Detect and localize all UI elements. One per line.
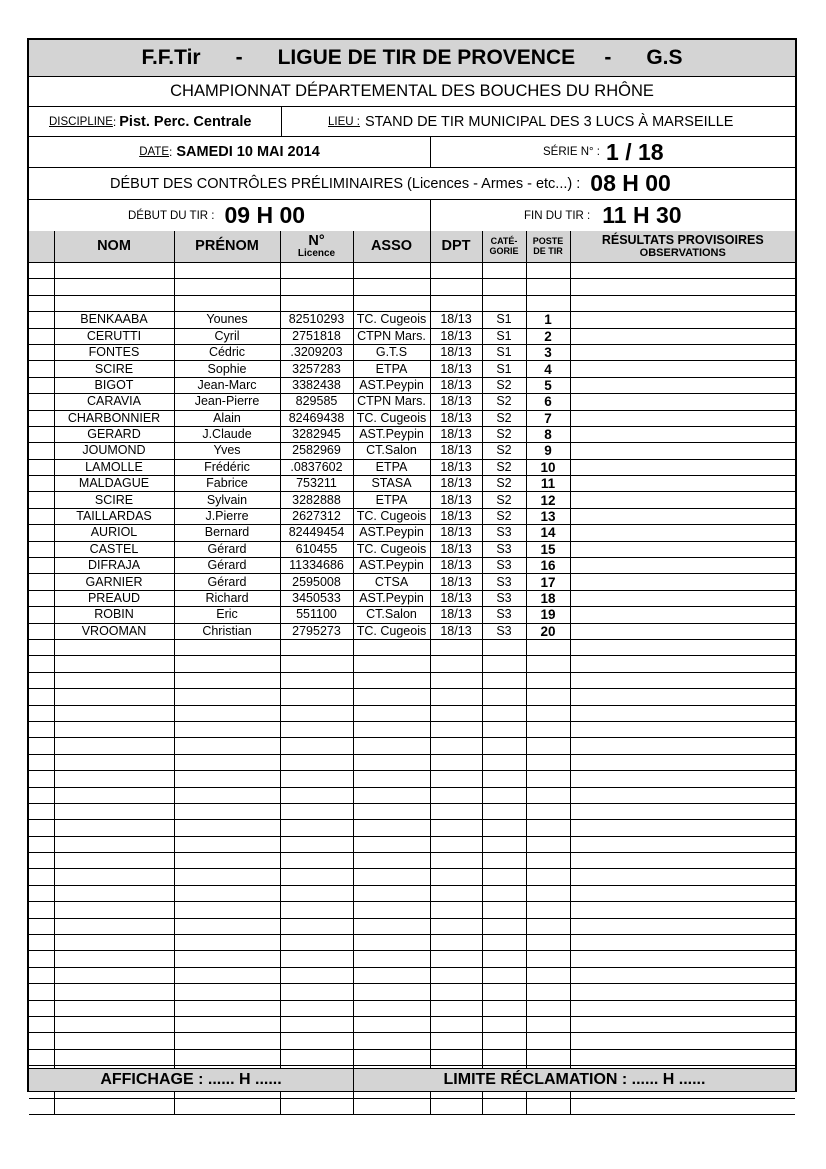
cell-poste: 15 <box>526 541 570 557</box>
lieu-value: STAND DE TIR MUNICIPAL DES 3 LUCS À MARSEILLE <box>364 113 734 130</box>
cell-licence: 551100 <box>280 607 353 623</box>
cell-asso: ETPA <box>353 459 430 475</box>
table-row <box>29 459 795 475</box>
cell-licence: 82469438 <box>280 410 353 426</box>
cell-dpt: 18/13 <box>430 590 482 606</box>
cell-dpt: 18/13 <box>430 426 482 442</box>
sheet-title: F.F.Tir - LIGUE DE TIR DE PROVENCE - G.S <box>29 40 795 77</box>
cell-prenom: Fabrice <box>174 476 280 492</box>
fin-tir-value: 11 H 30 <box>602 202 682 228</box>
table-row <box>29 787 795 803</box>
cell-nom: TAILLARDAS <box>54 508 174 524</box>
table-row <box>29 361 795 377</box>
table-row <box>29 885 795 901</box>
cell-dpt: 18/13 <box>430 607 482 623</box>
table-row <box>29 836 795 852</box>
cell-asso: ETPA <box>353 361 430 377</box>
cell-licence: 829585 <box>280 394 353 410</box>
cell-asso: AST.Peypin <box>353 590 430 606</box>
cell-dpt: 18/13 <box>430 574 482 590</box>
cell-nom: CASTEL <box>54 541 174 557</box>
cell-nom: GARNIER <box>54 574 174 590</box>
cell-poste: 3 <box>526 344 570 360</box>
cell-cat: S3 <box>482 525 526 541</box>
table-row <box>29 918 795 934</box>
cell-nom: PREAUD <box>54 590 174 606</box>
cell-nom: LAMOLLE <box>54 459 174 475</box>
cell-dpt: 18/13 <box>430 377 482 393</box>
cell-dpt: 18/13 <box>430 328 482 344</box>
table-row <box>29 558 795 574</box>
cell-prenom: Frédéric <box>174 459 280 475</box>
table-row <box>29 508 795 524</box>
cell-dpt: 18/13 <box>430 525 482 541</box>
cell-licence: 3282888 <box>280 492 353 508</box>
controles-label: DÉBUT DES CONTRÔLES PRÉLIMINAIRES (Licences - Armes - etc...) : <box>110 175 581 192</box>
cell-dpt: 18/13 <box>430 492 482 508</box>
cell-nom: ROBIN <box>54 607 174 623</box>
cell-poste: 6 <box>526 394 570 410</box>
cell-prenom: Gérard <box>174 574 280 590</box>
cell-cat: S2 <box>482 459 526 475</box>
cell-cat: S2 <box>482 443 526 459</box>
controles-value: 08 H 00 <box>590 170 671 196</box>
discipline-value: Pist. Perc. Centrale <box>119 113 252 130</box>
table-row <box>29 623 795 639</box>
cell-licence: 11334686 <box>280 558 353 574</box>
league-label: LIGUE DE TIR DE PROVENCE <box>277 46 576 69</box>
table-row <box>29 820 795 836</box>
cell-poste: 16 <box>526 558 570 574</box>
table-row <box>29 492 795 508</box>
table-row <box>29 525 795 541</box>
cell-cat: S3 <box>482 607 526 623</box>
table-row <box>29 771 795 787</box>
cell-nom: MALDAGUE <box>54 476 174 492</box>
table-row <box>29 639 795 655</box>
serie-value: 1 / 18 <box>606 138 664 165</box>
date-label: DATE <box>139 146 170 158</box>
cell-prenom: Yves <box>174 443 280 459</box>
cell-nom: DIFRAJA <box>54 558 174 574</box>
cell-licence: 82449454 <box>280 525 353 541</box>
cell-prenom: J.Pierre <box>174 508 280 524</box>
cell-cat: S2 <box>482 492 526 508</box>
cell-cat: S3 <box>482 574 526 590</box>
cell-prenom: Cyril <box>174 328 280 344</box>
cell-poste: 13 <box>526 508 570 524</box>
cell-dpt: 18/13 <box>430 541 482 557</box>
cell-cat: S2 <box>482 410 526 426</box>
cell-cat: S2 <box>482 476 526 492</box>
cell-asso: CT.Salon <box>353 607 430 623</box>
cell-poste: 11 <box>526 476 570 492</box>
cell-prenom: Alain <box>174 410 280 426</box>
table-row <box>29 1049 795 1065</box>
cell-nom: CARAVIA <box>54 394 174 410</box>
cell-dpt: 18/13 <box>430 361 482 377</box>
cell-dpt: 18/13 <box>430 312 482 328</box>
cell-cat: S2 <box>482 508 526 524</box>
cell-licence: 2627312 <box>280 508 353 524</box>
cell-nom: BENKAABA <box>54 312 174 328</box>
cell-cat: S2 <box>482 394 526 410</box>
cell-asso: G.T.S <box>353 344 430 360</box>
cell-asso: CTPN Mars. <box>353 394 430 410</box>
debut-tir-value: 09 H 00 <box>224 202 306 228</box>
table-row <box>29 1033 795 1049</box>
cell-cat: S1 <box>482 361 526 377</box>
horaires-row <box>29 200 795 231</box>
table-row <box>29 295 795 311</box>
table-row <box>29 443 795 459</box>
cell-dpt: 18/13 <box>430 394 482 410</box>
date-row: DATE : SAMEDI 10 MAI 2014 SÉRIE N° : 1 / 18 <box>29 137 795 168</box>
table-row <box>29 344 795 360</box>
table-row <box>29 1016 795 1032</box>
cell-asso: ETPA <box>353 492 430 508</box>
table-row <box>29 935 795 951</box>
cell-asso: TC. Cugeois <box>353 541 430 557</box>
entries-body <box>29 263 795 1115</box>
serie-label: SÉRIE N° : <box>543 146 601 158</box>
cell-dpt: 18/13 <box>430 508 482 524</box>
cell-asso: TC. Cugeois <box>353 410 430 426</box>
table-row <box>29 951 795 967</box>
cell-nom: BIGOT <box>54 377 174 393</box>
table-row <box>29 967 795 983</box>
table-row <box>29 312 795 328</box>
cell-licence: .3209203 <box>280 344 353 360</box>
col-poste: POSTE DE TIR <box>526 231 570 263</box>
cell-prenom: Bernard <box>174 525 280 541</box>
cell-asso: AST.Peypin <box>353 377 430 393</box>
cell-licence: 2595008 <box>280 574 353 590</box>
cell-asso: AST.Peypin <box>353 525 430 541</box>
cell-cat: S2 <box>482 377 526 393</box>
cell-asso: CTSA <box>353 574 430 590</box>
cell-dpt: 18/13 <box>430 459 482 475</box>
cell-cat: S2 <box>482 426 526 442</box>
cell-nom: CERUTTI <box>54 328 174 344</box>
cell-asso: AST.Peypin <box>353 558 430 574</box>
cell-prenom: Gérard <box>174 558 280 574</box>
discipline-label: DISCIPLINE <box>49 115 113 128</box>
table-row <box>29 377 795 393</box>
championship-title: CHAMPIONNAT DÉPARTEMENTAL DES BOUCHES DU RHÔNE <box>29 77 795 107</box>
debut-tir-label: DÉBUT DU TIR : <box>128 209 215 222</box>
cell-asso: AST.Peypin <box>353 426 430 442</box>
table-row <box>29 394 795 410</box>
table-row <box>29 541 795 557</box>
cell-cat: S1 <box>482 312 526 328</box>
cell-licence: .0837602 <box>280 459 353 475</box>
table-row <box>29 279 795 295</box>
cell-poste: 19 <box>526 607 570 623</box>
table-row <box>29 869 795 885</box>
table-row <box>29 426 795 442</box>
cell-nom: VROOMAN <box>54 623 174 639</box>
col-dpt: DPT <box>430 231 482 263</box>
cell-prenom: Eric <box>174 607 280 623</box>
cell-asso: TC. Cugeois <box>353 312 430 328</box>
cell-poste: 1 <box>526 312 570 328</box>
cell-nom: GERARD <box>54 426 174 442</box>
cell-nom: SCIRE <box>54 361 174 377</box>
cell-licence: 3450533 <box>280 590 353 606</box>
cell-dpt: 18/13 <box>430 443 482 459</box>
col-nom: NOM <box>54 231 174 263</box>
cell-nom: CHARBONNIER <box>54 410 174 426</box>
cell-poste: 18 <box>526 590 570 606</box>
cell-poste: 4 <box>526 361 570 377</box>
table-row <box>29 574 795 590</box>
cell-asso: STASA <box>353 476 430 492</box>
discipline-row: DISCIPLINE : Pist. Perc. Centrale LIEU : STAND DE TIR MUNICIPAL DES 3 LUCS À MARSEILLE <box>29 107 795 137</box>
cell-prenom: Cédric <box>174 344 280 360</box>
table-row <box>29 738 795 754</box>
table-row <box>29 689 795 705</box>
col-prenom: PRÉNOM <box>174 231 280 263</box>
cell-poste: 2 <box>526 328 570 344</box>
cell-prenom: Jean-Pierre <box>174 394 280 410</box>
cell-licence: 2795273 <box>280 623 353 639</box>
cell-poste: 14 <box>526 525 570 541</box>
cell-cat: S3 <box>482 558 526 574</box>
table-row <box>29 853 795 869</box>
col-asso: ASSO <box>353 231 430 263</box>
cell-nom: FONTES <box>54 344 174 360</box>
federation-label: F.F.Tir <box>141 46 201 69</box>
cell-licence: 82510293 <box>280 312 353 328</box>
cell-prenom: J.Claude <box>174 426 280 442</box>
cell-cat: S3 <box>482 541 526 557</box>
table-row <box>29 410 795 426</box>
cell-prenom: Jean-Marc <box>174 377 280 393</box>
footer <box>29 1068 795 1091</box>
table-row <box>29 656 795 672</box>
table-row <box>29 328 795 344</box>
cell-prenom: Christian <box>174 623 280 639</box>
table-row <box>29 263 795 279</box>
cell-poste: 8 <box>526 426 570 442</box>
results-sheet <box>27 38 797 1092</box>
table-row <box>29 607 795 623</box>
date-value: SAMEDI 10 MAI 2014 <box>176 144 320 160</box>
cell-asso: CTPN Mars. <box>353 328 430 344</box>
table-row <box>29 1098 795 1114</box>
cell-licence: 3382438 <box>280 377 353 393</box>
cell-dpt: 18/13 <box>430 623 482 639</box>
cell-prenom: Sophie <box>174 361 280 377</box>
cell-prenom: Younes <box>174 312 280 328</box>
cell-licence: 2582969 <box>280 443 353 459</box>
col-licence: N° Licence <box>280 231 353 263</box>
cell-dpt: 18/13 <box>430 476 482 492</box>
cell-poste: 12 <box>526 492 570 508</box>
table-row <box>29 984 795 1000</box>
table-row <box>29 721 795 737</box>
cell-prenom: Sylvain <box>174 492 280 508</box>
table-row <box>29 672 795 688</box>
table-row <box>29 754 795 770</box>
cell-nom: AURIOL <box>54 525 174 541</box>
limite-reclamation-label: LIMITE RÉCLAMATION : ...... H ...... <box>353 1069 795 1091</box>
col-categorie: CATÉ- GORIE <box>482 231 526 263</box>
table-row <box>29 705 795 721</box>
fin-tir-label: FIN DU TIR : <box>524 209 591 222</box>
cell-prenom: Gérard <box>174 541 280 557</box>
table-header <box>29 231 795 263</box>
lieu-label: LIEU : <box>328 115 360 128</box>
cell-poste: 17 <box>526 574 570 590</box>
cell-nom: JOUMOND <box>54 443 174 459</box>
cell-cat: S1 <box>482 344 526 360</box>
cell-dpt: 18/13 <box>430 344 482 360</box>
cell-asso: TC. Cugeois <box>353 623 430 639</box>
cell-cat: S3 <box>482 590 526 606</box>
cell-poste: 10 <box>526 459 570 475</box>
cell-poste: 20 <box>526 623 570 639</box>
table-row <box>29 1000 795 1016</box>
col-resultats: RÉSULTATS PROVISOIRES OBSERVATIONS <box>570 231 795 263</box>
organizer-label: G.S <box>646 46 683 69</box>
cell-nom: SCIRE <box>54 492 174 508</box>
entries-table <box>29 231 795 1115</box>
cell-asso: TC. Cugeois <box>353 508 430 524</box>
table-row <box>29 803 795 819</box>
cell-poste: 5 <box>526 377 570 393</box>
table-row <box>29 902 795 918</box>
cell-licence: 3282945 <box>280 426 353 442</box>
cell-licence: 2751818 <box>280 328 353 344</box>
controles-row <box>29 168 795 200</box>
cell-poste: 7 <box>526 410 570 426</box>
table-row <box>29 476 795 492</box>
cell-cat: S3 <box>482 623 526 639</box>
cell-prenom: Richard <box>174 590 280 606</box>
cell-dpt: 18/13 <box>430 410 482 426</box>
table-row <box>29 590 795 606</box>
cell-licence: 610455 <box>280 541 353 557</box>
affichage-label: AFFICHAGE : ...... H ...... <box>100 1071 282 1088</box>
cell-licence: 3257283 <box>280 361 353 377</box>
cell-poste: 9 <box>526 443 570 459</box>
cell-cat: S1 <box>482 328 526 344</box>
cell-licence: 753211 <box>280 476 353 492</box>
cell-dpt: 18/13 <box>430 558 482 574</box>
cell-asso: CT.Salon <box>353 443 430 459</box>
